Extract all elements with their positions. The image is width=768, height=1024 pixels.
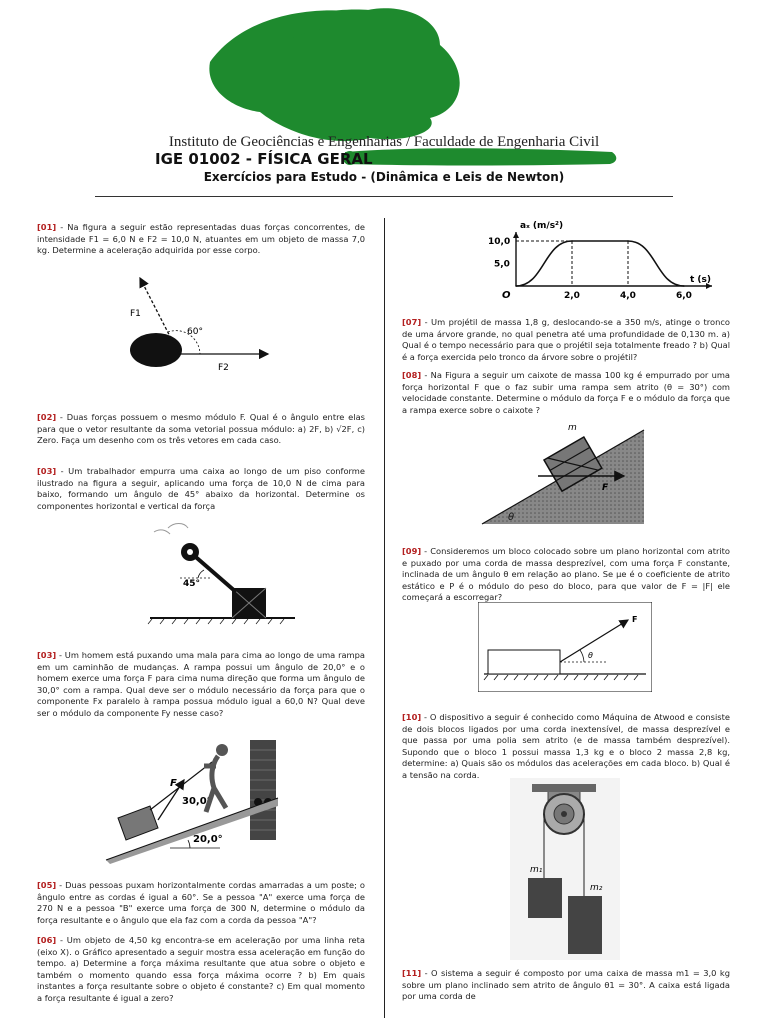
column-divider (384, 218, 385, 1018)
question-text: - Duas pessoas puxam horizontalmente cordas amarradas a um poste; o ângulo entre as cordas é igual a 60°. Se a pessoa "A" exerce uma força de 270 N e a pessoa "B" exerce uma força de 300 N, determine o módulo da força resultante e o ângulo que ela faz com a corda da pessoa "A"? (37, 880, 365, 925)
question-label: [06] (37, 935, 57, 945)
question-text: - Consideremos um bloco colocado sobre um plano horizontal com atrito e puxado por uma corda de massa desprezível, com uma força F constante, inclinada de um ângulo θ em relação ao plano. Se μe é o coeficiente de atrito estático e P é o módulo do peso do bloco, para que valor de F = |F| ele começará a escorregar? (402, 546, 730, 603)
force-label: F (602, 483, 609, 493)
question-label: [10] (402, 712, 422, 722)
x-axis-label: t (s) (690, 275, 712, 285)
data-point-1 (571, 240, 573, 242)
question-text: - O sistema a seguir é composto por uma caixa de massa m1 = 3,0 kg sobre um plano inclinado sem atrito de ângulo θ1 = 30°. A caixa está ligada por uma corda de (402, 968, 730, 1002)
y-axis-label: aₓ (m/s²) (520, 221, 564, 231)
angle-label: θ (508, 512, 515, 523)
force-label: F (632, 615, 638, 624)
x-tick-6: 6,0 (676, 291, 692, 301)
figure-worker-pushing-box (140, 520, 300, 625)
question-label: [07] (402, 317, 422, 327)
x-tick-4: 4,0 (620, 291, 636, 301)
question-05 (37, 880, 365, 926)
question-label: [05] (37, 880, 57, 890)
question-text: - Duas forças possuem o mesmo módulo F. Qual é o ângulo entre elas para que o vetor resultante da soma vetorial possua módulo: a) 2F, b) √2F, c) Zero. Faça um desenho com os três vetores em cada caso. (37, 412, 365, 446)
angle-label: θ (588, 651, 593, 660)
origin-label: O (502, 290, 511, 301)
institute-name: Instituto de Geociências e Engenharias / Faculdade de Engenharia Civil (168, 134, 600, 150)
question-11 (402, 968, 730, 1003)
y-axis-arrow (513, 232, 519, 238)
question-08 (402, 370, 730, 416)
mass-label: m (568, 423, 577, 433)
question-text: - Um trabalhador empurra uma caixa ao longo de um piso conforme ilustrado na figura a seguir, aplicando uma força de 10,0 N de cima para baixo, formando um ângulo de 45° abaixo da horizontal. Determine os componentes horizontal e vertical da força (37, 466, 365, 511)
x-tick-2: 2,0 (564, 291, 580, 301)
question-text: - Um objeto de 4,50 kg encontra-se em aceleração por uma linha reta (eixo X). o Gráfico apresentado a seguir mostra essa aceleração em função do tempo. a) Determine a força máxima resultante que atua sobre o objeto e também o momento quando essa força máxima ocorre ? b) Em quais instantes a força resultante sobre o objeto é constante? c) Em qual momento a força resultante é igual a zero? (37, 935, 365, 1003)
question-label: [08] (402, 370, 422, 380)
y-tick-5: 5,0 (494, 259, 510, 270)
data-point-3 (683, 285, 685, 287)
figure-man-pulling-suitcase (100, 736, 290, 866)
question-label: [09] (402, 546, 422, 556)
question-text: - Na Figura a seguir um caixote de massa 100 kg é empurrado por uma força horizontal F que o faz subir uma rampa sem atrito (θ = 30°) com velocidade constante. Determine o módulo da força F e o módulo da força que a rampa exerce sobre o caixote ? (402, 370, 730, 415)
figure-concurrent-forces (120, 268, 280, 384)
acceleration-time-chart (476, 216, 716, 302)
question-label: [01] (37, 222, 57, 232)
question-09 (402, 546, 730, 604)
angle-label: 45° (183, 579, 201, 589)
sheet-subtitle: Exercícios para Estudo - (Dinâmica e Leis de Newton) (203, 170, 565, 184)
header-rule (95, 196, 673, 197)
force-label: F (170, 778, 177, 789)
figure-block-pulled-on-plane (478, 602, 652, 692)
y-tick-10: 10,0 (488, 237, 511, 247)
angle-30-label: 30,0° (182, 796, 212, 807)
question-label: [11] (402, 968, 422, 978)
course-title: IGE 01002 - FÍSICA GERAL (155, 150, 373, 168)
data-point-2 (627, 240, 629, 242)
acceleration-series-line (516, 241, 684, 286)
question-label: [03] (37, 466, 57, 476)
angle-label: 60° (187, 327, 203, 337)
m2-label: m₂ (590, 883, 603, 893)
question-10 (402, 712, 730, 782)
question-02 (37, 412, 365, 447)
figure-atwood-machine (510, 778, 620, 960)
f2-label: F2 (218, 363, 229, 373)
question-label: [03] (37, 650, 57, 660)
figure-crate-on-ramp (478, 420, 648, 528)
question-text: - Um projétil de massa 1,8 g, deslocando-se a 350 m/s, atinge o tronco de uma árvore grande, no qual penetra até uma profundidade de 0,130 m. a) Qual é o tempo necessário para que o projétil seja totalmente freado ? b) Qual é a força exercida pelo tronco da árvore sobre o projétil? (402, 317, 730, 362)
question-text: - O dispositivo a seguir é conhecido como Máquina de Atwood e consiste de dois blocos ligados por uma corda inextensível, de massa desprezível e que passa por uma polia sem atrito (e de massa também desprezível). Supondo que o bloco 1 possui massa 1,3 kg e o bloco 2 massa 2,8 kg, determine: a) Quais são os módulos das acelerações em cada bloco. b) Qual é a tensão na corda. (402, 712, 730, 780)
question-04 (37, 650, 365, 720)
question-label: [02] (37, 412, 57, 422)
angle-20-label: 20,0° (193, 834, 223, 845)
question-06 (37, 935, 365, 1005)
question-07 (402, 317, 730, 363)
question-text: - Um homem está puxando uma mala para cima ao longo de uma rampa em um caminhão de mudanças. A rampa possui um ângulo de 20,0° e o homem exerce uma força F para cima numa direção que forma um ângulo de 30,0° com a rampa. Qual deve ser o módulo necessário da força para que o componente Fx paralelo à rampa possua módulo igual a 60,0 N? Qual deve ser o módulo da componente Fy nesse caso? (37, 650, 365, 718)
question-text: - Na figura a seguir estão representadas duas forças concorrentes, de intensidade F1 = 6,0 N e F2 = 10,0 N, atuantes em um objeto de massa 7,0 kg. Determine a aceleração adquirida por esse corpo. (37, 222, 365, 256)
data-point-0 (515, 285, 517, 287)
m1-label: m₁ (530, 865, 543, 875)
f1-label: F1 (130, 309, 141, 319)
question-01 (37, 222, 365, 257)
question-03 (37, 466, 365, 512)
